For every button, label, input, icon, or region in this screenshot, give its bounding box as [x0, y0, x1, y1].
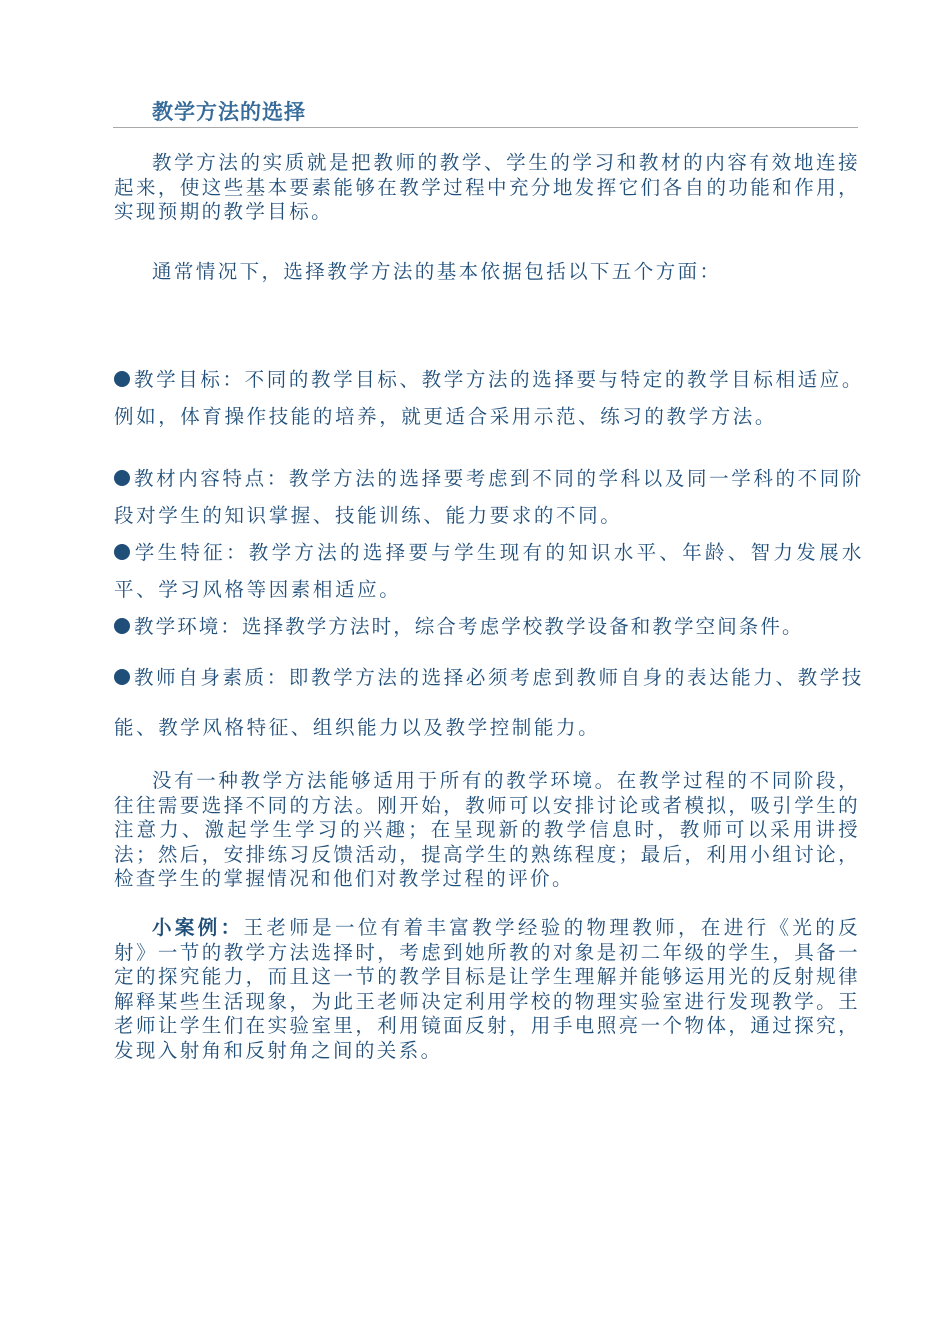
bullet-icon [114, 371, 130, 387]
title-divider [113, 127, 858, 128]
bullet-icon [114, 470, 130, 486]
bullet-icon [114, 669, 130, 685]
bullet-item-student-features [114, 534, 864, 608]
bullet-text: 教师自身素质：即教学方法的选择必须考虑到教师自身的表达能力、教学技能、教学风格特征、组织能力以及教学控制能力。 [114, 666, 864, 739]
intro-paragraph: 教学方法的实质就是把教师的教学、学生的学习和教材的内容有效地连接起来，使这些基本要素能够在教学过程中充分地发挥它们各自的功能和作用，实现预期的教学目标。 [114, 151, 860, 223]
bullet-icon [114, 618, 130, 634]
bullet-text: 教学环境：选择教学方法时，综合考虑学校教学设备和教学空间条件。 [134, 615, 804, 638]
bullet-text: 教材内容特点：教学方法的选择要考虑到不同的学科以及同一学科的不同阶段对学生的知识掌握、技能训练、能力要求的不同。 [114, 467, 864, 527]
bullet-text: 教学目标：不同的教学目标、教学方法的选择要与特定的教学目标相适应。例如，体育操作技能的培养，就更适合采用示范、练习的教学方法。 [114, 368, 864, 428]
bullet-item-material-features [114, 460, 864, 534]
bullet-item-teaching-environment [114, 608, 864, 645]
bullet-icon [114, 544, 130, 560]
conclusion-paragraph: 没有一种教学方法能够适用于所有的教学环境。在教学过程的不同阶段，往往需要选择不同的方法。刚开始，教师可以安排讨论或者模拟，吸引学生的注意力、激起学生学习的兴趣；在呈现新的教学信息时，教师可以采用讲授法；然后，安排练习反馈活动，提高学生的熟练程度；最后，利用小组讨论，检查学生的掌握情况和他们对教学过程的评价。 [114, 769, 860, 890]
bullet-item-teacher-quality [114, 653, 864, 753]
bullet-item-teaching-goal [114, 361, 864, 435]
case-text: 王老师是一位有着丰富教学经验的物理教师，在进行《光的反射》一节的教学方法选择时，考虑到她所教的对象是初二年级的学生，具备一定的探究能力，而且这一节的教学目标是让学生理解并能够运用光的反射规律解释某些生活现象，为此王老师决定利用学校的物理实验室进行发现教学。王老师让学生们在实验室里，利用镜面反射，用手电照亮一个物体，通过探究，发现入射角和反射角之间的关系。 [114, 916, 860, 1062]
basis-intro-paragraph: 通常情况下，选择教学方法的基本依据包括以下五个方面： [152, 260, 722, 283]
case-paragraph [114, 916, 860, 1063]
case-label: 小案例： [152, 916, 244, 939]
page-title: 教学方法的选择 [152, 100, 306, 124]
bullet-text: 学生特征：教学方法的选择要与学生现有的知识水平、年龄、智力发展水平、学习风格等因素相适应。 [114, 541, 864, 601]
